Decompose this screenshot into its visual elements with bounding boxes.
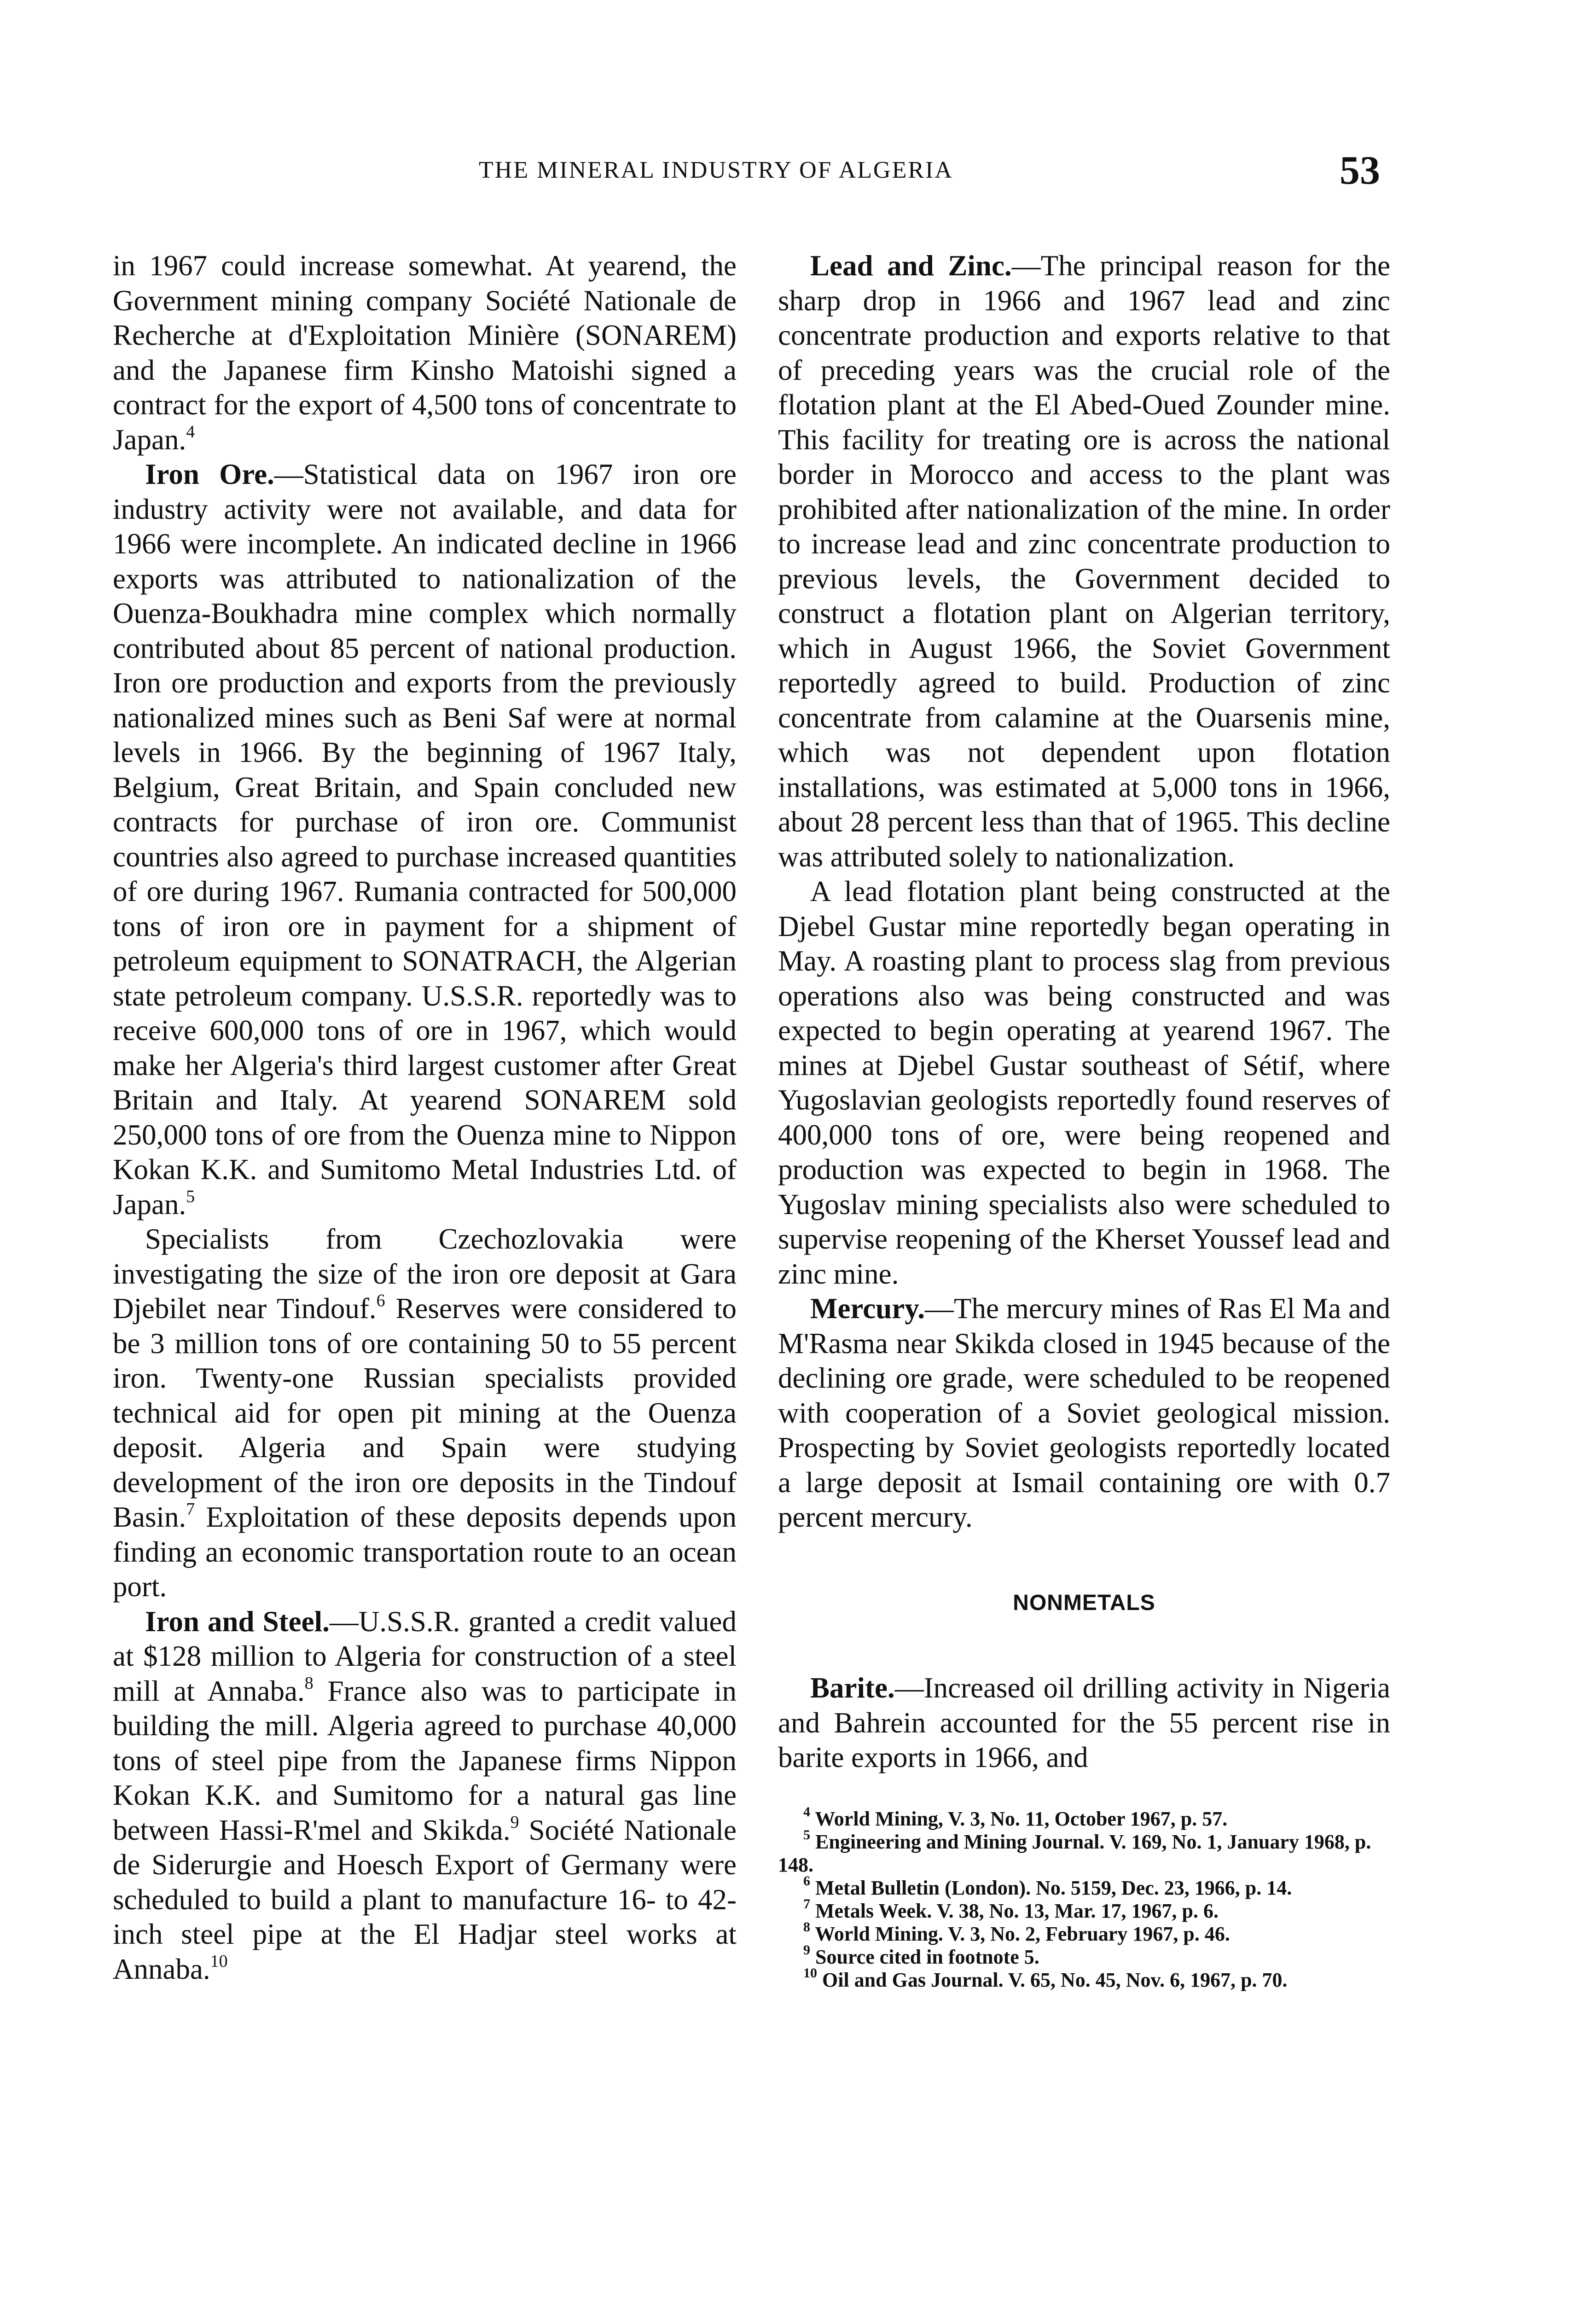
paragraph-text: Société Nationale de Siderurgie and Hoesch Export of Germany were scheduled to build a plant to manufacture 16- to 42-inch steel pipe at the El Hadjar steel works at Annaba. (113, 1814, 737, 1985)
footnote-ref: 6 (376, 1291, 385, 1310)
footnote-ref: 5 (186, 1186, 195, 1206)
footnote-number: 7 (803, 1896, 810, 1912)
paragraph-text: Specialists from Czechozlovakia were investigating the size of the iron ore deposit at Gara Djebilet near Tindouf. (113, 1223, 737, 1325)
run-in-heading-lead-zinc: Lead and Zinc. (810, 250, 1012, 282)
footnote-text: Oil and Gas Journal. V. 65, No. 45, Nov. 6, 1967, p. 70. (822, 1968, 1288, 1991)
run-in-heading-iron-steel: Iron and Steel. (145, 1605, 330, 1638)
footnote-10 (778, 1965, 1390, 1992)
footnotes (778, 1804, 1390, 1992)
run-in-heading-barite: Barite. (810, 1672, 895, 1704)
footnote-text: World Mining. V. 3, No. 2, February 1967, p. 46. (815, 1922, 1230, 1945)
footnote-ref: 9 (510, 1812, 519, 1832)
footnote-number: 4 (803, 1804, 810, 1820)
right-column (778, 249, 1390, 1992)
paragraph-mercury (778, 1291, 1390, 1535)
paragraph-text: Reserves were considered to be 3 million tons of ore containing 50 to 55 percent iron. Twenty-one Russian specialists provided technical aid for open pit mining at the Ouenza deposit. Algeria and Spain were studying development of the iron ore deposits in the Tindouf Basin. (113, 1292, 737, 1533)
footnote-5 (778, 1827, 1390, 1877)
footnote-7 (778, 1896, 1390, 1923)
footnote-number: 6 (803, 1873, 810, 1889)
paragraph-lead-zinc (778, 249, 1390, 874)
paragraph-text: —The principal reason for the sharp drop in 1966 and 1967 lead and zinc concentrate production and exports relative to that of preceding years was the crucial role of the flotation plant at the El Abed-Oued Zounder mine. This facility for treating ore is across the national border in Morocco and access to the plant was prohibited after nationalization of the mine. In order to increase lead and zinc concentrate production to previous levels, the Government decided to construct a flotation plant on Algerian territory, which in August 1966, the Soviet Government reportedly agreed to build. Production of zinc concentrate from calamine at the Ouarsenis mine, which was not dependent upon flotation installations, was estimated at 5,000 tons in 1966, about 28 percent less than that of 1965. This decline was attributed solely to nationalization. (778, 250, 1390, 873)
footnote-number: 5 (803, 1827, 810, 1843)
footnote-8 (778, 1919, 1390, 1946)
paragraph-text: —Statistical data on 1967 iron ore industry activity were not available, and data for 1966 were incomplete. An indicated decline in 1966 exports was attributed to nationalization of the Ouenza-Boukhadra mine complex which normally contributed about 85 percent of national production. Iron ore production and exports from the previously nationalized mines such as Beni Saf were at normal levels in 1966. By the beginning of 1967 Italy, Belgium, Great Britain, and Spain concluded new contracts for purchase of iron ore. Communist countries also agreed to purchase increased quantities of ore during 1967. Rumania contracted for 500,000 tons of iron ore in payment for a shipment of petroleum equipment to SONATRACH, the Algerian state petroleum company. U.S.S.R. reportedly was to receive 600,000 tons of ore in 1967, which would make her Algeria's third largest customer after Great Britain and Italy. At yearend SONAREM sold 250,000 tons of ore from the Ouenza mine to Nippon Kokan K.K. and Sumitomo Metal Industries Ltd. of Japan. (113, 458, 737, 1221)
footnote-9 (778, 1942, 1390, 1969)
run-in-heading-mercury: Mercury. (810, 1292, 925, 1325)
paragraph-text: —The mercury mines of Ras El Ma and M'Rasma near Skikda closed in 1945 because of the declining ore grade, were scheduled to be reopened with cooperation of a Soviet geological mission. Prospecting by Soviet geologists reportedly located a large deposit at Ismail containing ore with 0.7 percent mercury. (778, 1292, 1390, 1533)
footnote-6 (778, 1873, 1390, 1900)
footnote-ref: 4 (186, 422, 195, 442)
footnote-text: Source cited in footnote 5. (815, 1945, 1039, 1968)
footnote-ref: 7 (186, 1500, 195, 1519)
page-number: 53 (1340, 148, 1380, 193)
left-column (113, 249, 737, 1987)
paragraph-text: A lead flotation plant being constructed at the Djebel Gustar mine reportedly began operating in May. A roasting plant to process slag from previous operations also was being constructed and was expected to begin operating at yearend 1967. The mines at Djebel Gustar southeast of Sétif, where Yugoslavian geologists reportedly found reserves of 400,000 tons of ore, were being reopened and production was expected to begin in 1968. The Yugoslav mining specialists also were scheduled to supervise reopening of the Kherset Youssef lead and zinc mine. (778, 875, 1390, 1290)
footnote-text: World Mining, V. 3, No. 11, October 1967, p. 57. (815, 1807, 1228, 1830)
paragraph-lead-zinc-continued (113, 249, 737, 457)
run-in-heading-iron-ore: Iron Ore. (145, 458, 274, 490)
footnote-ref: 8 (304, 1673, 313, 1693)
footnote-text: Engineering and Mining Journal. V. 169, No. 1, January 1968, p. 148. (778, 1830, 1371, 1876)
paragraph-text: —Increased oil drilling activity in Nigeria and Bahrein accounted for the 55 percent rise in barite exports in 1966, and (778, 1672, 1390, 1773)
running-header-title: THE MINERAL INDUSTRY OF ALGERIA (479, 157, 953, 183)
footnote-text: Metal Bulletin (London). No. 5159, Dec. 23, 1966, p. 14. (815, 1876, 1292, 1899)
footnote-number: 10 (803, 1965, 817, 1981)
paragraph-text: France also was to participate in building the mill. Algeria agreed to purchase 40,000 tons of steel pipe from the Japanese firms Nippon Kokan K.K. and Sumitomo for a natural gas line between Hassi-R'mel and Skikda. (113, 1674, 737, 1846)
paragraph-iron-steel (113, 1604, 737, 1987)
footnote-number: 9 (803, 1942, 810, 1958)
section-heading-nonmetals: NONMETALS (1013, 1590, 1155, 1615)
footnote-ref: 10 (210, 1951, 228, 1971)
paragraph-text: —U.S.S.R. granted a credit valued at $128 million to Algeria for construction of a steel mill at Annaba. (113, 1605, 737, 1707)
footnote-number: 8 (803, 1919, 810, 1935)
footnote-text: Metals Week. V. 38, No. 13, Mar. 17, 1967, p. 6. (815, 1899, 1219, 1922)
paragraph-lead-flotation (778, 874, 1390, 1291)
paragraph-barite (778, 1671, 1390, 1775)
paragraph-text: in 1967 could increase somewhat. At yearend, the Government mining company Société Nationale de Recherche at d'Exploitation Minière (SONAREM) and the Japanese firm Kinsho Matoishi signed a contract for the export of 4,500 tons of concentrate to Japan. (113, 250, 737, 456)
paragraph-specialists (113, 1222, 737, 1604)
paragraph-iron-ore (113, 457, 737, 1222)
paragraph-text: Exploitation of these deposits depends upon finding an economic transportation route to an ocean port. (113, 1501, 737, 1603)
footnote-4 (778, 1804, 1390, 1831)
